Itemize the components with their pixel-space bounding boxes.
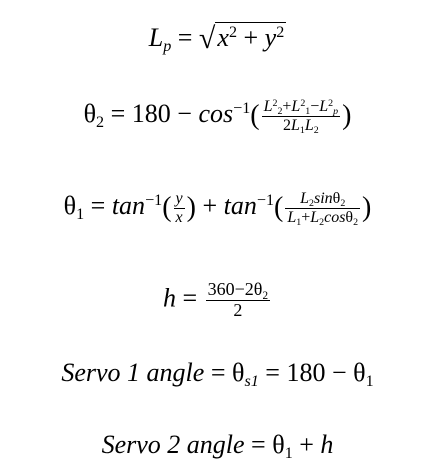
- theta1-symbol: θ: [353, 358, 366, 387]
- n-sin: sin: [313, 190, 333, 207]
- num-plus: +: [282, 98, 292, 115]
- lp-exp: 2: [328, 97, 334, 109]
- d-l1: L: [287, 208, 297, 226]
- h-num-text: 360−2θ: [207, 279, 263, 299]
- d-cos: cos: [324, 208, 346, 226]
- equation-theta1: [0, 190, 435, 226]
- l1: L: [291, 98, 301, 115]
- d-plus: +: [301, 208, 311, 226]
- theta1-symbol: θ: [63, 191, 77, 221]
- theta1-subscript: 1: [284, 445, 293, 463]
- close-paren: ): [186, 192, 196, 224]
- tan-numerator: [285, 190, 360, 209]
- x-var: x: [217, 23, 229, 52]
- equals-sign: =: [90, 191, 106, 221]
- den-l1-sub: 1: [299, 124, 305, 136]
- open-paren-2: (: [274, 192, 284, 224]
- lp: L: [319, 98, 329, 115]
- close-paren-2: ): [362, 192, 372, 224]
- h-num-sub: 2: [262, 289, 269, 302]
- h-fraction: [206, 280, 270, 321]
- theta1-symbol: θ: [272, 430, 285, 459]
- equals-180-minus: = 180 −: [265, 358, 347, 387]
- cos-function: cos: [198, 99, 234, 129]
- den-l2: L: [304, 116, 314, 134]
- servo1-label: Servo 1 angle: [61, 358, 205, 387]
- l2-exp: 2: [272, 97, 278, 109]
- d-theta-sub: 2: [353, 216, 359, 228]
- tan-function-2: tan: [223, 191, 257, 221]
- equals-sign: =: [182, 283, 198, 313]
- tan-function: tan: [111, 191, 146, 221]
- frac-x: x: [175, 208, 183, 226]
- tan-denominator: [285, 209, 360, 227]
- equation-servo2: [0, 430, 435, 463]
- radicand: [215, 22, 286, 51]
- open-paren: (: [162, 192, 172, 224]
- servo2-label: Servo 2 angle: [101, 430, 245, 459]
- equals-180-minus: = 180 −: [110, 99, 192, 129]
- d-l1-sub: 1: [296, 216, 302, 228]
- n-theta-sub: 2: [340, 198, 346, 210]
- num-minus: −: [310, 98, 320, 115]
- equation-theta2: [0, 98, 435, 134]
- close-paren: ): [342, 100, 352, 132]
- inverse-exponent-2: −1: [256, 192, 275, 210]
- equals-sign: =: [177, 23, 193, 52]
- theta-s1-subscript: s1: [244, 373, 259, 391]
- y-exponent: 2: [276, 24, 285, 42]
- inverse-exponent: −1: [145, 192, 163, 210]
- equation-lp: [0, 22, 435, 54]
- radical-sign: √: [198, 22, 216, 55]
- n-l2-sub: 2: [309, 198, 314, 210]
- plus-sign: +: [243, 23, 259, 52]
- theta1-subscript: 1: [76, 206, 85, 224]
- open-paren: (: [250, 100, 260, 132]
- h-numerator: [206, 280, 270, 301]
- frac-y: y: [175, 190, 183, 207]
- theta2-symbol: θ: [83, 99, 97, 129]
- lp-sub: p: [333, 106, 339, 118]
- d-l2-sub: 2: [319, 216, 325, 228]
- h-denominator: 2: [233, 299, 243, 320]
- y-var: y: [264, 23, 277, 52]
- plus-sign: +: [202, 191, 218, 221]
- tan-fraction: [285, 190, 360, 226]
- equals-sign: =: [251, 430, 266, 459]
- n-theta: θ: [332, 190, 341, 207]
- den-l2-sub: 2: [313, 124, 319, 136]
- inverse-exponent: −1: [233, 100, 251, 118]
- plus-sign: +: [299, 430, 314, 459]
- den-two: 2: [282, 116, 291, 134]
- cos-numerator: [262, 98, 341, 117]
- equals-sign: =: [210, 358, 226, 387]
- l1-exp: 2: [300, 97, 306, 109]
- l2: L: [263, 98, 273, 115]
- cos-fraction: [262, 98, 341, 134]
- lp-symbol: L: [148, 23, 164, 52]
- den-l1: L: [290, 116, 300, 134]
- equation-h: [0, 280, 435, 321]
- lp-subscript: p: [163, 38, 172, 56]
- cos-denominator: [262, 117, 341, 135]
- theta1-subscript: 1: [365, 373, 374, 391]
- x-exponent: 2: [228, 24, 237, 42]
- equation-servo1: [0, 358, 435, 391]
- l2-sub: 2: [277, 106, 283, 118]
- d-l2: L: [310, 208, 320, 226]
- square-root: [199, 22, 286, 54]
- l1-sub: 1: [305, 106, 311, 118]
- h-symbol: h: [162, 283, 176, 313]
- theta2-subscript: 2: [96, 114, 105, 132]
- theta-s1-symbol: θ: [231, 358, 245, 387]
- n-l2: L: [300, 190, 310, 207]
- d-theta: θ: [345, 208, 354, 226]
- y-over-x-fraction: [174, 190, 185, 226]
- h-symbol: h: [320, 430, 334, 459]
